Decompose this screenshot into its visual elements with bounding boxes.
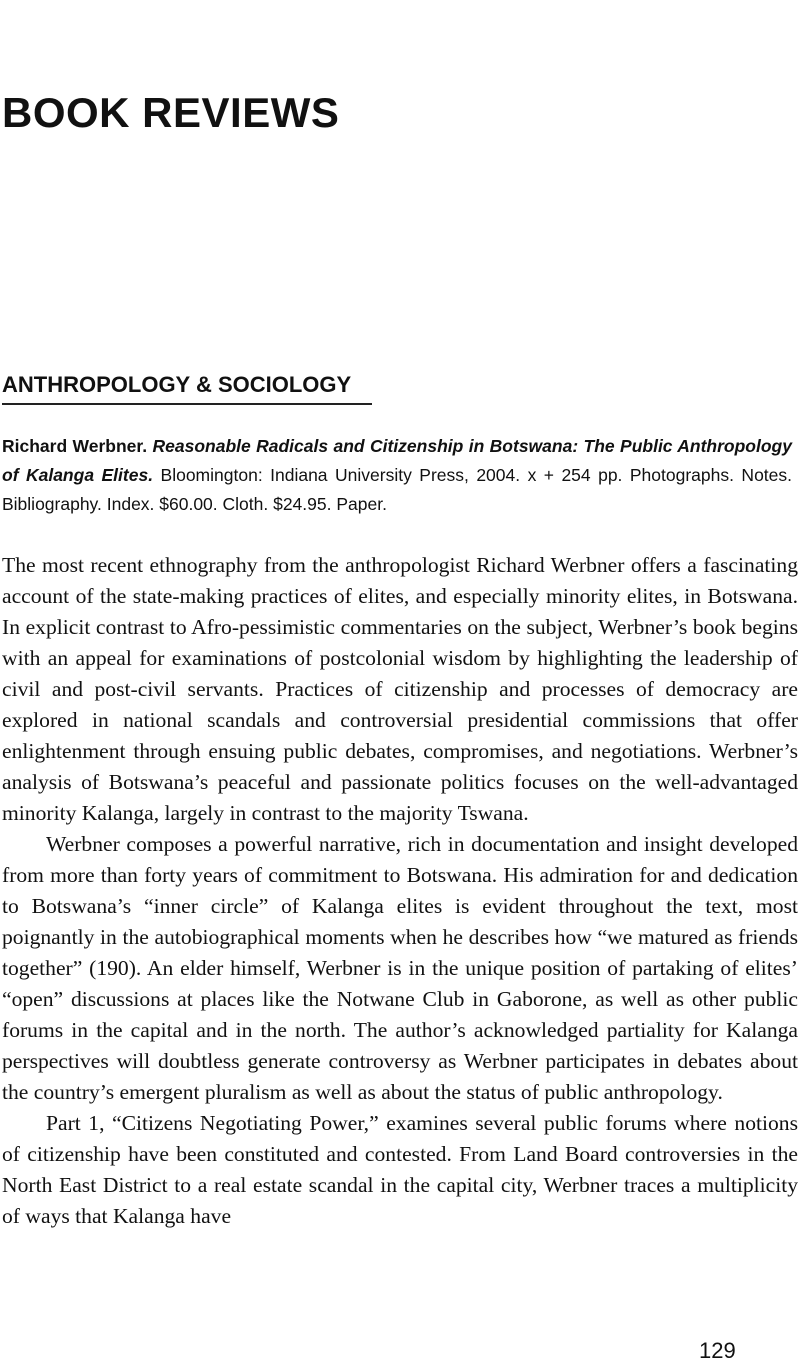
book-citation [2,432,792,519]
review-body [2,550,798,1232]
review-paragraph-3: Part 1, “Citizens Negotiating Power,” examines several public forums where notions of citizenship have been constituted and contested. From Land Board controversies in the North East District to a real estate scandal in the capital city, Werbner traces a multiplicity of ways that Kalanga have [2,1111,798,1228]
review-paragraph-1: The most recent ethnography from the anthropologist Richard Werbner offers a fascinating account of the state-making practices of elites, and especially minority elites, in Botswana. In explicit contrast to Afro-pessimistic commentaries on the subject, Werbner’s book begins with an appeal for examinations of postcolonial wisdom by highlighting the leadership of civil and post-civil servants. Practices of citizenship and processes of democracy are explored in national scandals and controversial presidential commissions that offer enlightenment through ensuing public debates, compromises, and negotiations. Werbner’s analysis of Botswana’s peaceful and passionate politics focuses on the well-advantaged minority Kalanga, largely in contrast to the majority Tswana. [2,553,798,825]
page-number: 129 [699,1338,736,1363]
page-heading: BOOK REVIEWS [2,89,340,136]
citation-author: Richard Werbner. [2,436,148,456]
citation-book-title: Reasonable Radicals and Citizenship in Botswana: The Public Anthropology of Kalanga Elites. [2,436,792,485]
review-paragraph-2: Werbner composes a powerful narrative, rich in documentation and insight developed from more than forty years of commitment to Botswana. His admiration for and dedication to Botswana’s “inner circle” of Kalanga elites is evident throughout the text, most poignantly in the autobiographical moments when he describes how “we matured as friends together” (190). An elder himself, Werbner is in the unique position of partaking of elites’ “open” discussions at places like the Notwane Club in Gaborone, as well as other public forums in the capital and in the north. The author’s acknowledged partiality for Kalanga perspectives will doubtless generate controversy as Werbner participates in debates about the country’s emergent pluralism as well as about the status of public anthropology. [2,832,798,1104]
citation-publication-details: Bloomington: Indiana University Press, 2004. x + 254 pp. Photographs. Notes. Bibliography. Index. $60.00. Cloth. $24.95. Paper. [2,465,793,514]
section-heading: ANTHROPOLOGY & SOCIOLOGY [2,372,372,405]
